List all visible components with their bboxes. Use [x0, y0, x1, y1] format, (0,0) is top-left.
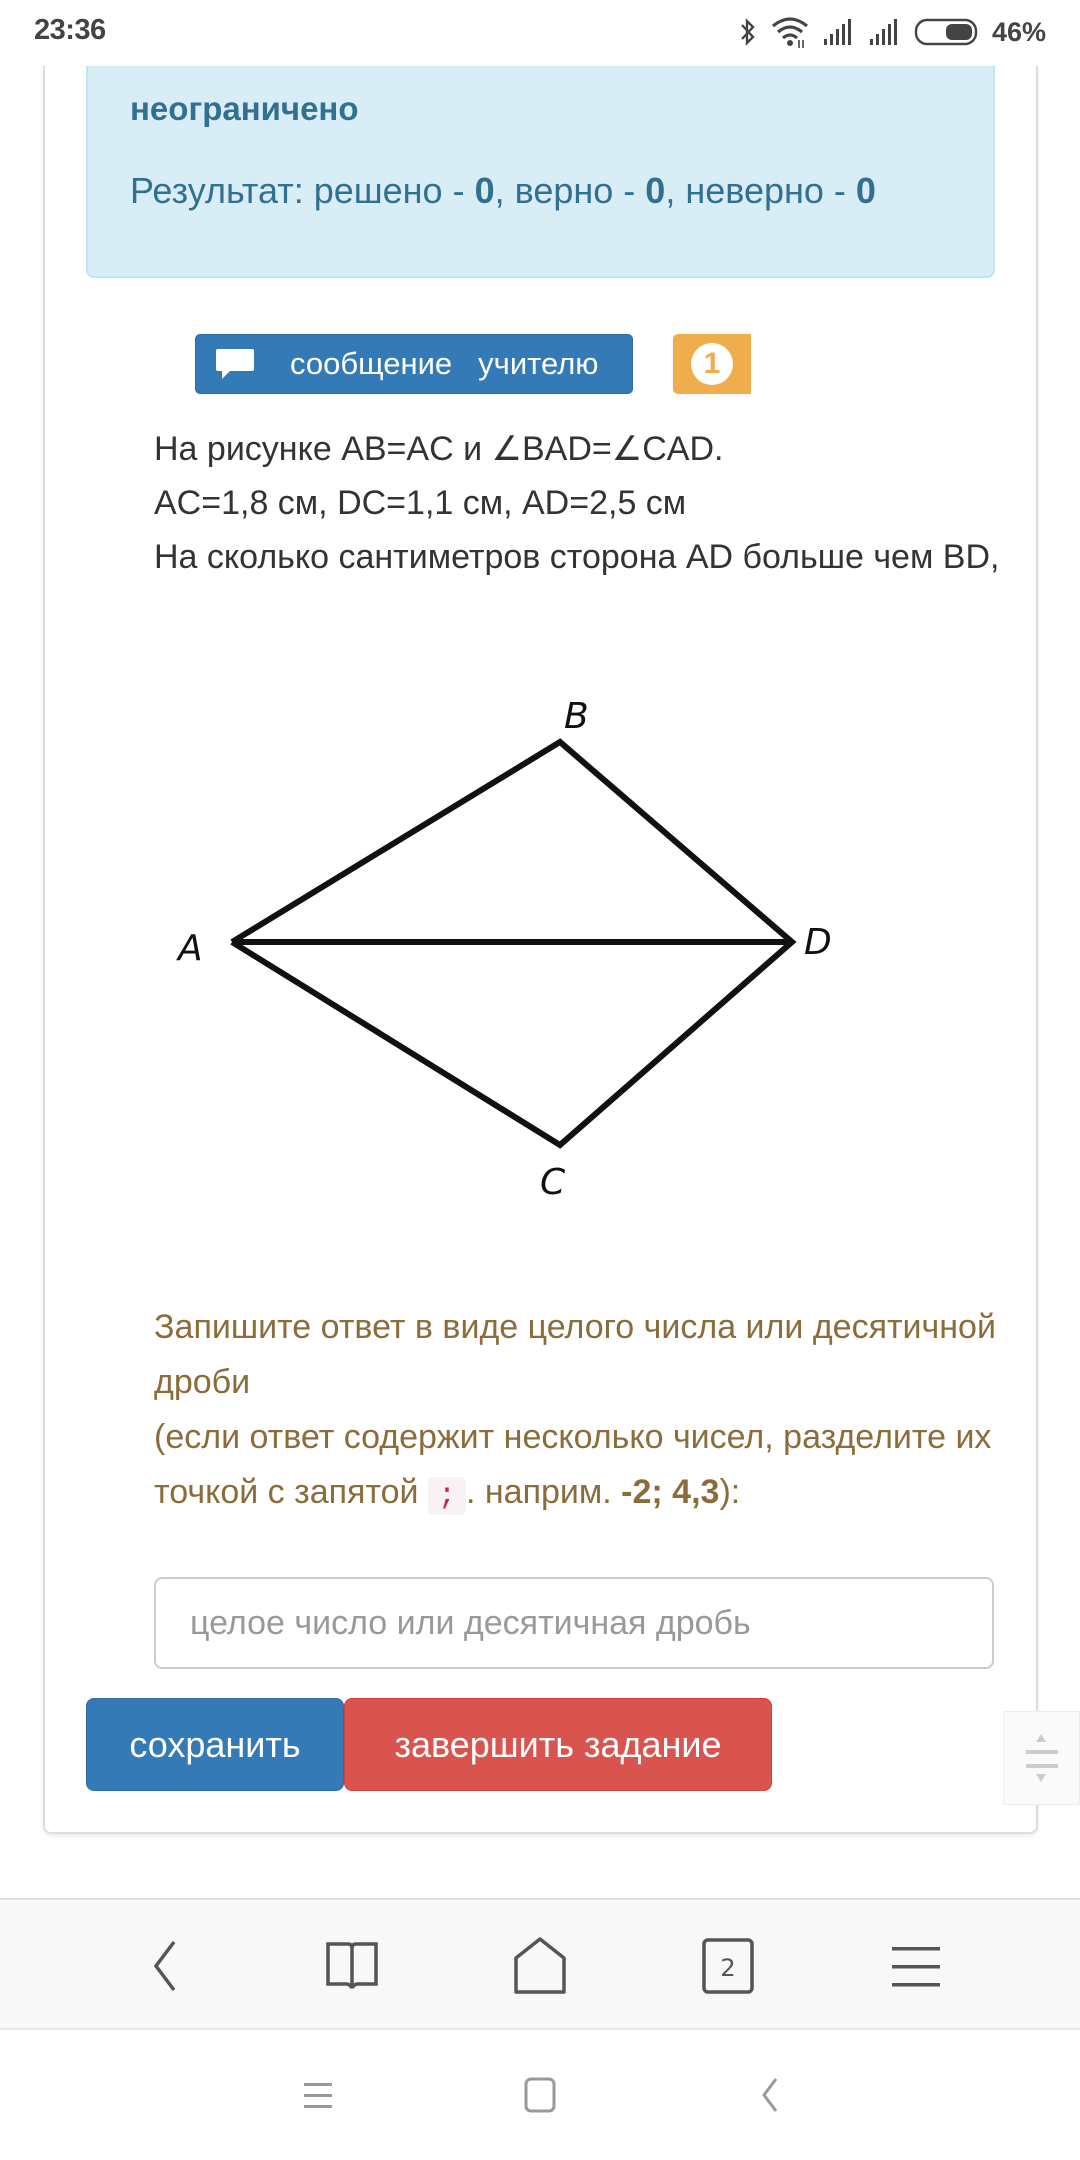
problem-text	[154, 422, 1014, 584]
status-icons	[738, 12, 1046, 52]
scroll-handle[interactable]	[1003, 1711, 1080, 1805]
message-button-label: сообщение	[290, 346, 453, 381]
home-icon	[512, 1936, 568, 1996]
solved-count: 0	[474, 170, 495, 211]
tabs-icon	[700, 1936, 756, 1996]
bookmarks-button[interactable]	[316, 1930, 388, 2002]
browser-menu-button[interactable]	[880, 1930, 952, 2002]
battery-percent: 46%	[991, 16, 1046, 47]
task-number-badge	[673, 334, 751, 394]
battery-icon	[914, 17, 980, 47]
message-teacher-button[interactable]	[195, 334, 633, 394]
example-answer: -2; 4,3	[621, 1473, 720, 1511]
vertex-label-b: B	[564, 696, 589, 737]
home-button[interactable]	[504, 1930, 576, 2002]
system-home-button[interactable]	[510, 2070, 570, 2120]
answer-format-hint: Запишите ответ в виде целого числа или десятичной дроби (если ответ содержит несколько чисел, разделите их точкой с запятой ; . наприм. -2; 4,3):	[154, 1308, 996, 1513]
answer-input[interactable]	[154, 1577, 994, 1669]
signal-icon	[822, 17, 856, 47]
task-number: 1	[691, 343, 733, 385]
scroll-arrows-icon	[1004, 1712, 1080, 1806]
bookmarks-icon	[324, 1940, 380, 1992]
comment-icon	[214, 347, 256, 381]
time-limit-text: неограничено	[130, 90, 359, 127]
browser-toolbar	[0, 1898, 1080, 2030]
back-icon	[758, 2077, 782, 2113]
vertex-label-d: D	[804, 922, 832, 963]
system-nav-bar	[0, 2030, 1080, 2160]
signal-icon	[868, 17, 902, 47]
correct-count: 0	[645, 170, 666, 211]
save-button[interactable]: сохранить	[86, 1698, 344, 1791]
vertex-label-c: C	[540, 1162, 566, 1203]
tabs-button[interactable]	[692, 1930, 764, 2002]
home-icon	[523, 2077, 557, 2113]
system-back-button[interactable]	[740, 2070, 800, 2120]
problem-line-3: На сколько сантиметров сторона AD больше чем BD,	[154, 538, 1000, 576]
message-button-label-2: учителю	[478, 346, 599, 381]
incorrect-count: 0	[855, 170, 876, 211]
recent-apps-icon	[302, 2079, 334, 2111]
bluetooth-icon	[738, 17, 758, 47]
problem-line-2: AC=1,8 см, DC=1,1 см, AD=2,5 см	[154, 484, 687, 522]
back-icon	[144, 1938, 184, 1994]
info-box	[86, 66, 995, 278]
vertex-label-a: A	[178, 928, 203, 969]
status-bar	[0, 0, 1080, 66]
geometry-figure	[150, 680, 950, 1260]
problem-line-1: На рисунке AB=AC и ∠BAD=∠CAD.	[154, 430, 724, 468]
status-time: 23:36	[34, 14, 106, 46]
recent-apps-button[interactable]	[288, 2070, 348, 2120]
result-summary: Результат: решено - 0, верно - 0, неверно - 0	[130, 170, 876, 211]
tab-count: 2	[720, 1954, 736, 1982]
finish-task-button[interactable]: завершить задание	[344, 1698, 772, 1791]
separator-code: ;	[428, 1477, 466, 1515]
browser-back-button[interactable]	[128, 1930, 200, 2002]
menu-icon	[888, 1941, 944, 1991]
wifi-icon	[770, 15, 810, 49]
